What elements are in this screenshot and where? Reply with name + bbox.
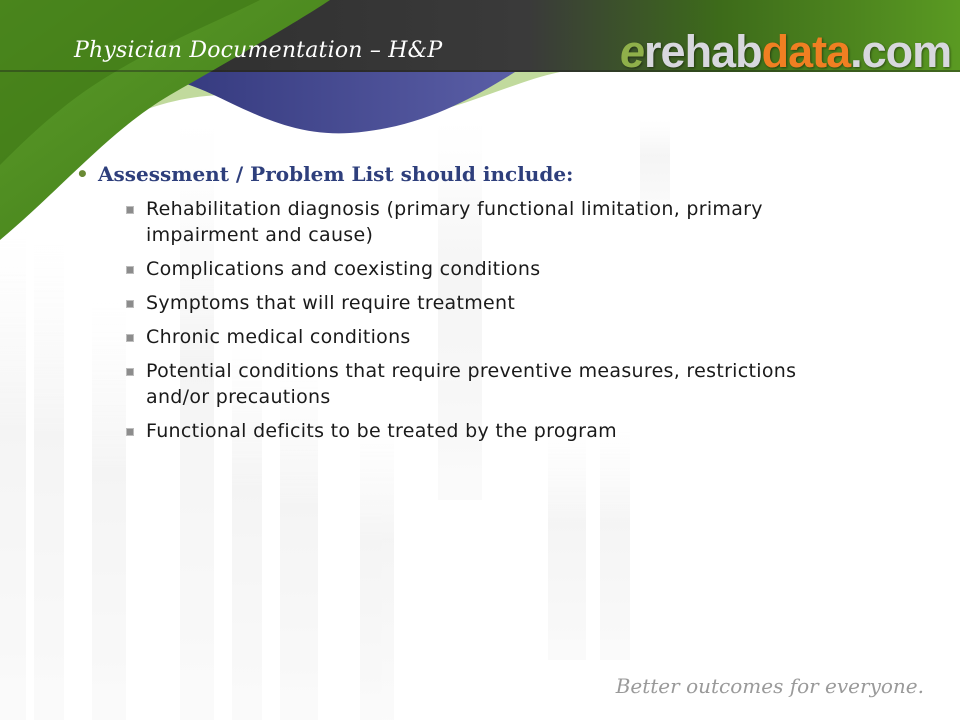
list-item-text: Functional deficits to be treated by the program xyxy=(146,420,617,442)
logo-rehab: rehab xyxy=(644,26,762,77)
content-area xyxy=(74,158,854,452)
square-bullet-icon xyxy=(126,300,134,308)
logo-data: data xyxy=(761,26,851,77)
footer-tagline: Better outcomes for everyone. xyxy=(615,674,924,698)
list-item-text: Symptoms that will require treatment xyxy=(146,292,516,314)
section-heading-text: Assessment / Problem List should include: xyxy=(98,162,574,186)
list-item xyxy=(122,418,854,444)
square-bullet-icon xyxy=(126,206,134,214)
list-item-text: Chronic medical conditions xyxy=(146,326,411,348)
list-item xyxy=(122,290,854,316)
list-item-text: Complications and coexisting conditions xyxy=(146,258,541,280)
bullet-icon: • xyxy=(76,162,89,186)
square-bullet-icon xyxy=(126,266,134,274)
list-item xyxy=(122,324,854,350)
list-item-text: Rehabilitation diagnosis (primary functional limitation, primary impairment and cause) xyxy=(146,198,763,246)
bullet-list xyxy=(74,196,854,444)
square-bullet-icon xyxy=(126,368,134,376)
square-bullet-icon xyxy=(126,428,134,436)
logo-e: e xyxy=(620,26,645,77)
list-item xyxy=(122,196,854,248)
section-heading xyxy=(74,158,854,190)
list-item xyxy=(122,256,854,282)
logo-com: .com xyxy=(850,26,952,77)
page-title: Physician Documentation – H&P xyxy=(74,38,443,63)
list-item xyxy=(122,358,854,410)
square-bullet-icon xyxy=(126,334,134,342)
brand-logo[interactable] xyxy=(620,26,951,78)
list-item-text: Potential conditions that require preventive measures, restrictions and/or precautions xyxy=(146,360,797,408)
